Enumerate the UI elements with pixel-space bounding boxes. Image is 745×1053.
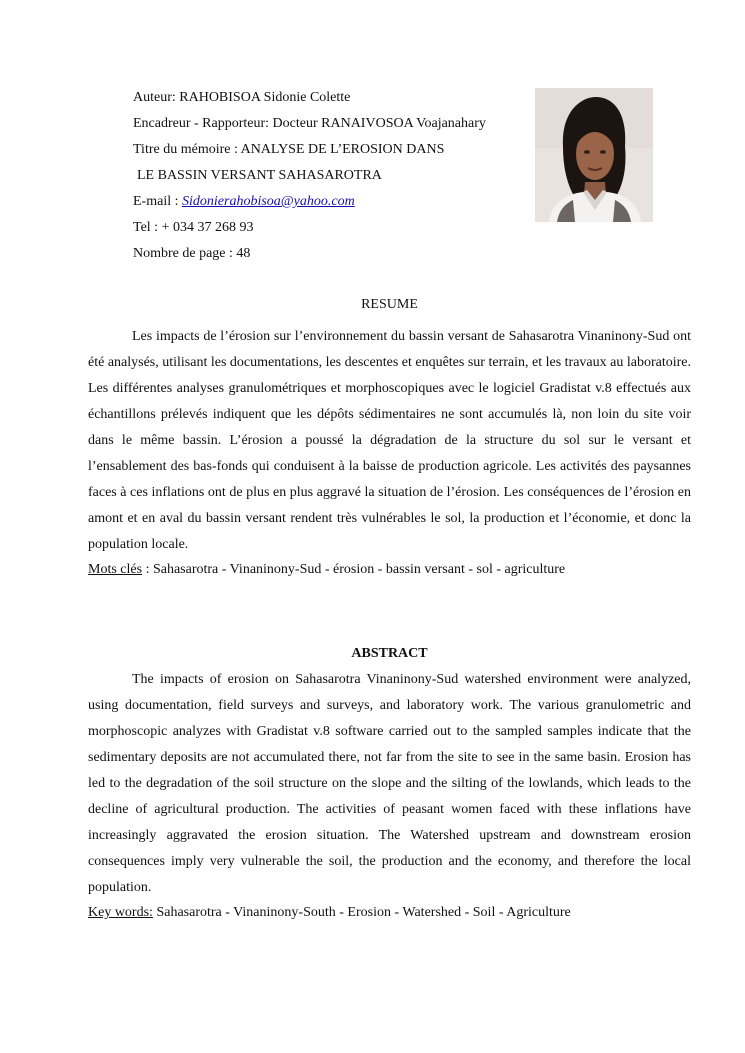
portrait-image — [535, 88, 653, 222]
author-photo — [535, 88, 653, 222]
thesis-title-line-2: LE BASSIN VERSANT SAHASAROTRA — [137, 168, 382, 183]
resume-keywords-label: Mots clés — [88, 562, 143, 577]
abstract-keywords-label: Key words: — [88, 905, 153, 920]
header-info — [133, 85, 486, 267]
page-count-line: Nombre de page : 48 — [133, 246, 251, 261]
resume-paragraph: Les impacts de l’érosion sur l’environnement du bassin versant de Sahasarotra Vinaninony-Sud ont été analysés, utilisant les documentations, les descentes et enquêtes sur terrain, et les travaux au laboratoire. Les différentes analyses granulométriques et morphoscopiques avec le logiciel Gradistat v.8 effectués aux échantillons prélevés indiquent que les dépôts sédimentaires ne sont accumulés là, non loin du site voir dans le même bassin. L’érosion a poussé la dégradation de la structure du sol sur le versant et l’ensablement des bas-fonds qui conduisent à la baisse de production agricole. Les activités des paysannes faces à ces inflations ont de plus en plus aggravé la situation de l’érosion. Les conséquences de l’érosion en amont et en aval du bassin versant rendent très vulnérables le sol, la production et l’économie, et donc la population locale. — [88, 329, 691, 552]
abstract-paragraph: The impacts of erosion on Sahasarotra Vinaninony-Sud watershed environment were analyzed, using documentation, field surveys and surveys, and laboratory work. The various granulometric and morphoscopic analyzes with Gradistat v.8 software carried out to the sampled samples indicate that the sedimentary deposits are not accumulated there, not far from the site to see in the same basin. Erosion has led to the degradation of the soil structure on the slope and the silting of the lowlands, which leads to the decline of agricultural production. The activities of peasant women faced with these inflations have increasingly aggravated the erosion situation. The Watershed upstream and downstream erosion consequences imply very vulnerable the soil, the production and the economy, and therefore the local population. — [88, 672, 691, 895]
abstract-keywords-line — [88, 900, 691, 926]
tel-line: Tel : + 034 37 268 93 — [133, 220, 254, 235]
email-link[interactable]: Sidonierahobisoa@yahoo.com — [182, 194, 355, 209]
resume-keywords: : Sahasarotra - Vinaninony-Sud - érosion - bassin versant - sol - agriculture — [142, 562, 566, 577]
thesis-title-line-1: Titre du mémoire : ANALYSE DE L’EROSION DANS — [133, 142, 445, 157]
supervisor-line: Encadreur - Rapporteur: Docteur RANAIVOSOA Voajanahary — [133, 116, 486, 131]
resume-title: RESUME — [361, 297, 418, 312]
resume-keywords-line — [88, 557, 691, 583]
author-line: Auteur: RAHOBISOA Sidonie Colette — [133, 90, 351, 105]
email-line — [133, 189, 486, 215]
email-label: E-mail : — [133, 194, 182, 209]
abstract-title: ABSTRACT — [351, 646, 428, 661]
abstract-keywords: Sahasarotra - Vinaninony-South - Erosion - Watershed - Soil - Agriculture — [152, 905, 571, 920]
